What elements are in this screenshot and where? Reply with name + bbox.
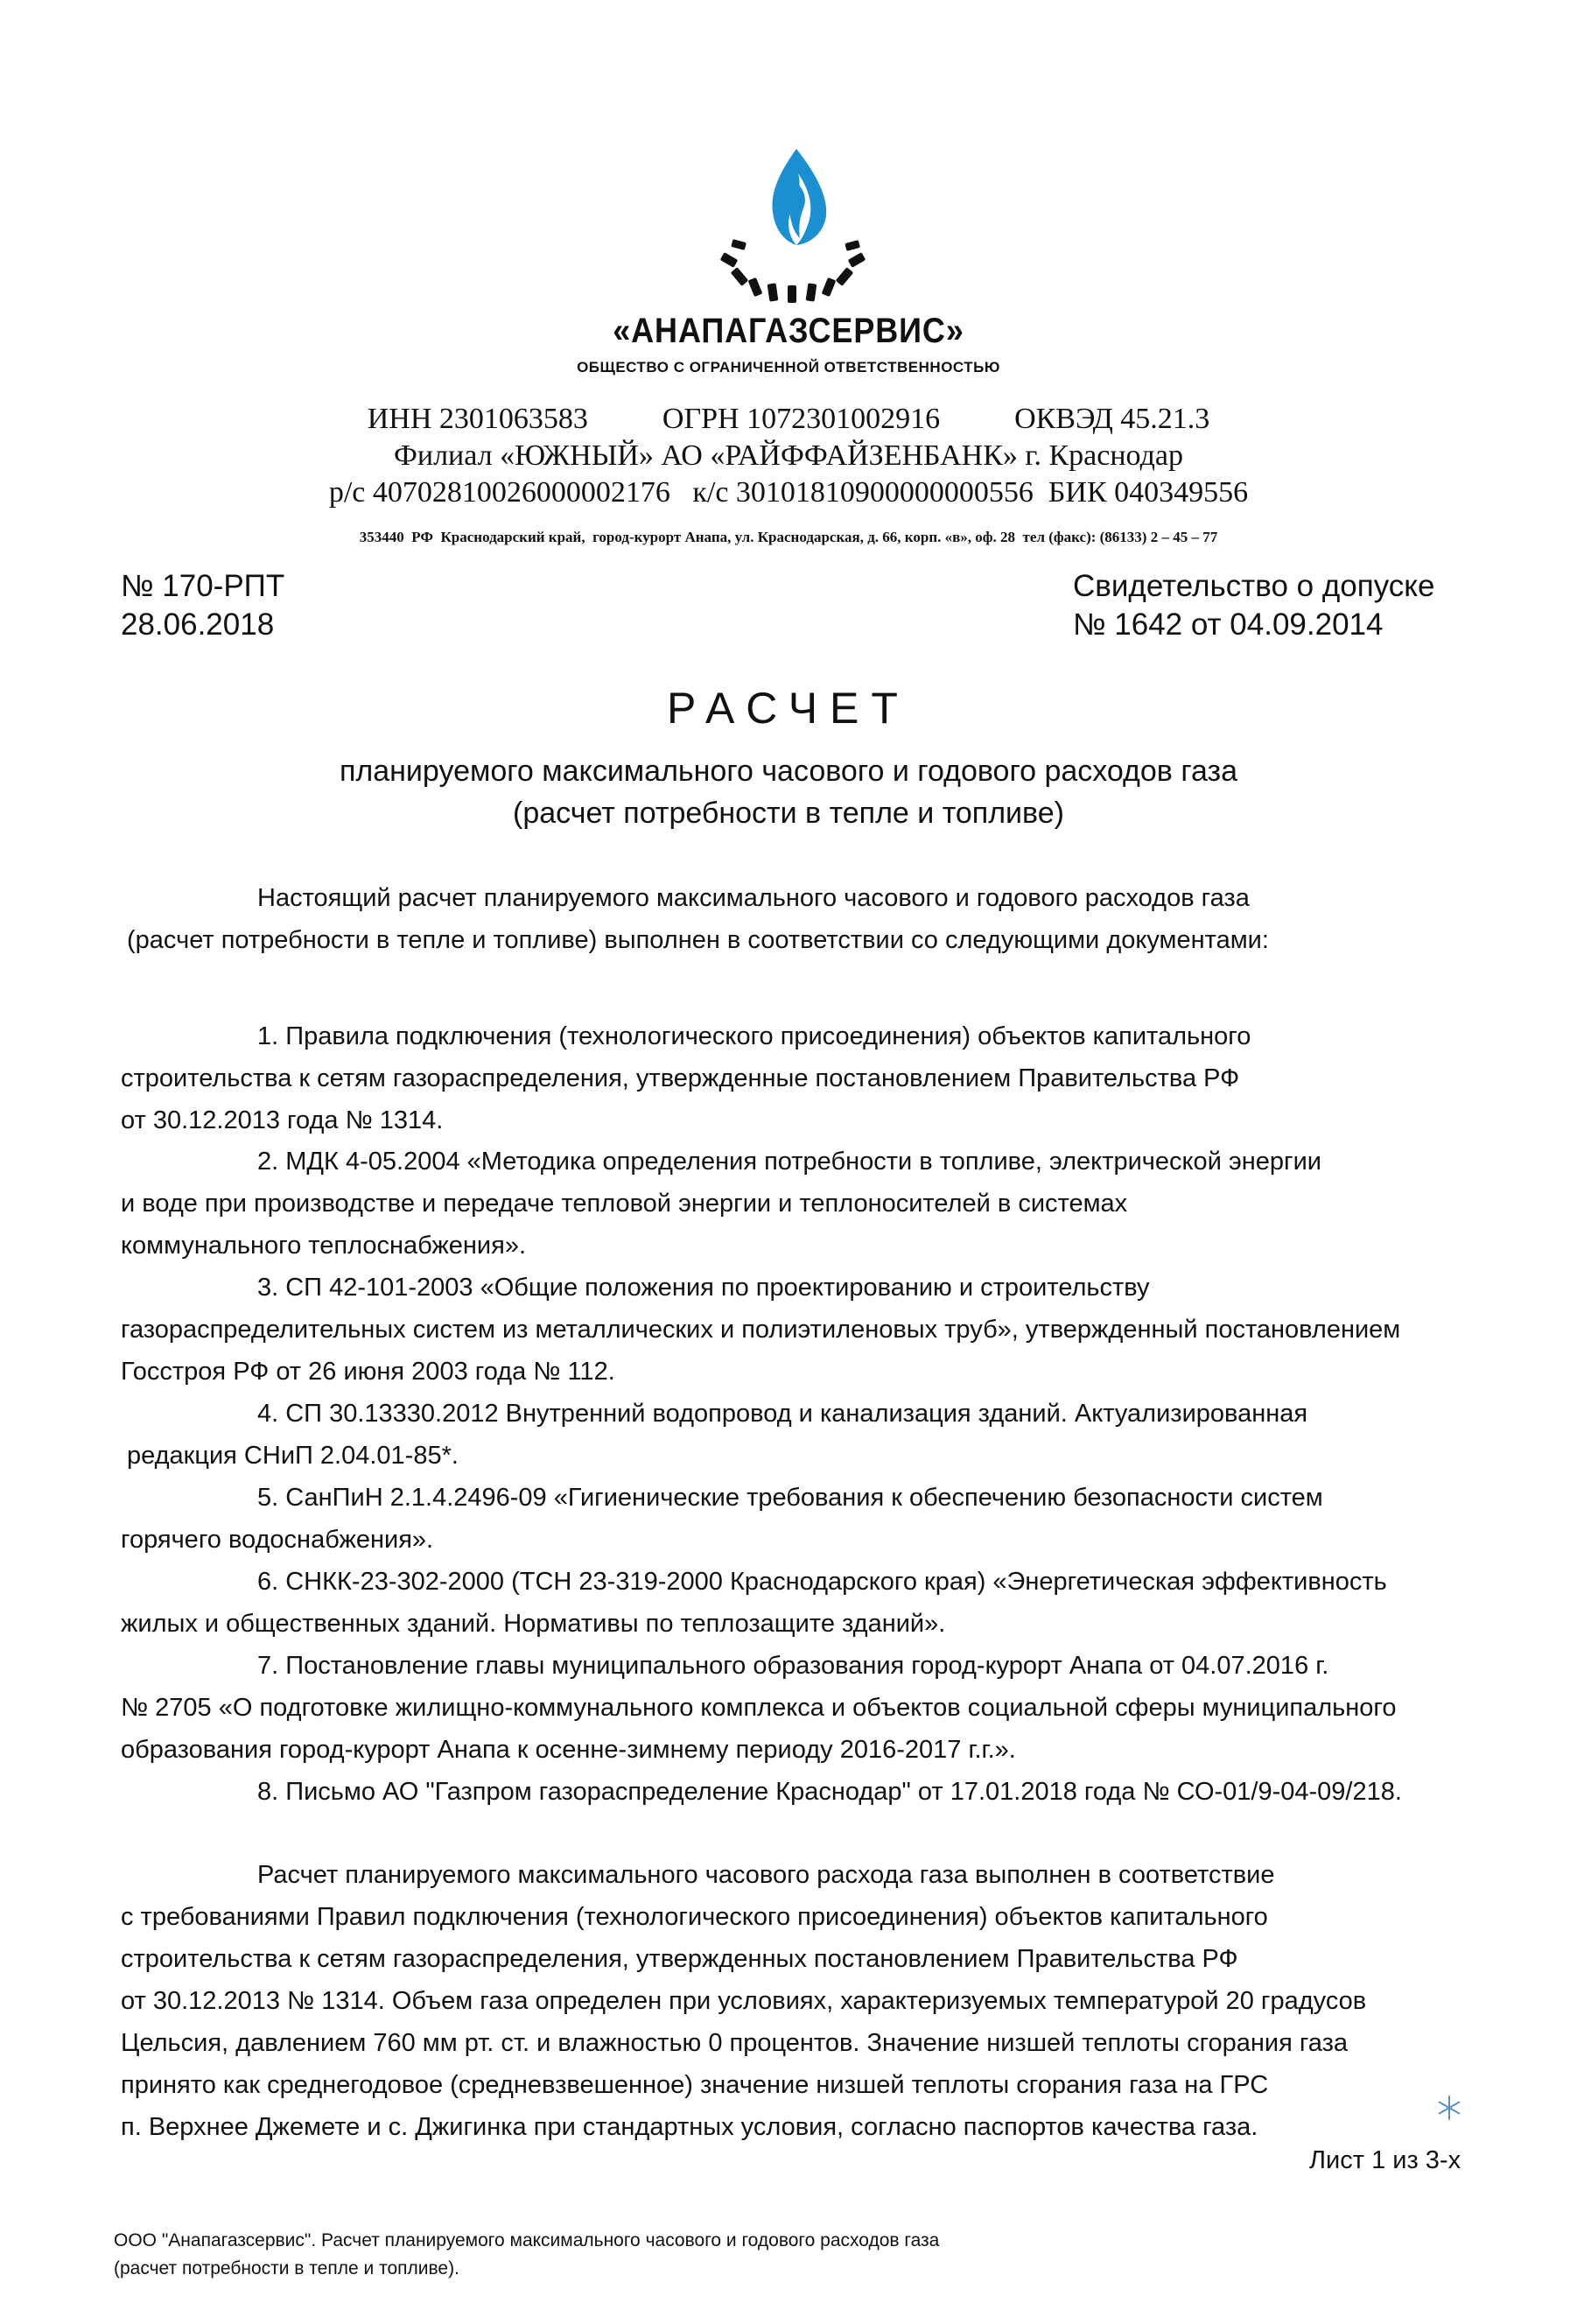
body-line: 4. СП 30.13330.2012 Внутренний водопровод и канализация зданий. Актуализированная xyxy=(257,1400,1308,1428)
body-line: (расчет потребности в тепле и топливе) выполнен в соответствии со следующими документами: xyxy=(127,926,1269,954)
body-line: 8. Письмо АО "Газпром газораспределение Краснодар" от 17.01.2018 года № СО-01/9-04-09/218. xyxy=(257,1778,1402,1806)
body-line: коммунального теплоснабжения». xyxy=(121,1232,527,1260)
certificate-label: Свидетельство о допуске xyxy=(1073,569,1435,603)
document-subtitle-line: (расчет потребности в тепле и топливе) xyxy=(513,797,1064,830)
body-line: от 30.12.2013 года № 1314. xyxy=(121,1106,444,1134)
footer-line: (расчет потребности в тепле и топливе). xyxy=(114,2258,459,2278)
document-number: № 170-РПТ xyxy=(121,569,285,603)
body-line: от 30.12.2013 № 1314. Объем газа определен при условиях, характеризуемых температурой 20 градусов xyxy=(121,1987,1367,2015)
body-line: 7. Постановление главы муниципального образования город-курорт Анапа от 04.07.2016 г. xyxy=(257,1652,1329,1680)
document-date: 28.06.2018 xyxy=(121,607,275,642)
body-line: принято как среднегодовое (средневзвешенное) значение низшей теплоты сгорания газа на ГРС xyxy=(121,2071,1269,2099)
body-line: редакция СНиП 2.04.01-85*. xyxy=(127,1442,459,1470)
body-line: строительства к сетям газораспределения, утвержденные постановлением Правительства РФ xyxy=(121,1064,1240,1092)
body-line: Настоящий расчет планируемого максимального часового и годового расходов газа xyxy=(257,884,1250,912)
page-counter: Лист 1 из 3-х xyxy=(1309,2146,1461,2174)
body-line: 1. Правила подключения (технологического присоединения) объектов капитального xyxy=(257,1022,1251,1050)
body-line: 5. СанПиН 2.1.4.2496-09 «Гигиенические требования к обеспечению безопасности систем xyxy=(257,1484,1323,1512)
body-line: Госстроя РФ от 26 июня 2003 года № 112. xyxy=(121,1358,615,1386)
document-subtitle-line: планируемого максимального часового и годового расходов газа xyxy=(340,755,1237,788)
body-line: п. Верхнее Джемете и с. Джигинка при стандартных условия, согласно паспортов качества газа. xyxy=(121,2113,1258,2141)
body-line: и воде при производстве и передаче тепловой энергии и теплоносителей в системах xyxy=(121,1190,1128,1218)
company-logo xyxy=(718,147,875,305)
body-line: газораспределительных систем из металлических и полиэтиленовых труб», утвержденный постановлением xyxy=(121,1316,1401,1344)
body-line: с требованиями Правил подключения (технологического присоединения) объектов капитального xyxy=(121,1903,1268,1931)
requisites-bank: Филиал «ЮЖНЫЙ» АО «РАЙФФАЙЗЕНБАНК» г. Краснодар xyxy=(394,439,1183,472)
document-title: РАСЧЕТ xyxy=(667,684,910,733)
body-line: 3. СП 42-101-2003 «Общие положения по проектированию и строительству xyxy=(257,1274,1150,1302)
certificate-number: № 1642 от 04.09.2014 xyxy=(1073,607,1384,642)
body-line: горячего водоснабжения». xyxy=(121,1526,434,1554)
body-line: строительства к сетям газораспределения, утвержденных постановлением Правительства РФ xyxy=(121,1945,1238,1973)
body-line: № 2705 «О подготовке жилищно-коммунального комплекса и объектов социальной сферы муниципального xyxy=(121,1694,1397,1722)
company-address: 353440 РФ Краснодарский край, город-курорт Анапа, ул. Краснодарская, д. 66, корп. «в», оф. 28 тел (факс): (86133) 2 – 45 – 77 xyxy=(359,529,1218,545)
body-line: жилых и общественных зданий. Нормативы по теплозащите зданий». xyxy=(121,1610,946,1638)
requisites-inn-ogrn: ИНН 2301063583 ОГРН 1072301002916 ОКВЭД 45.21.3 xyxy=(367,403,1210,435)
company-subtitle: ОБЩЕСТВО С ОГРАНИЧЕННОЙ ОТВЕТСТВЕННОСТЬЮ xyxy=(577,359,1000,376)
body-line: 6. СНКК-23-302-2000 (ТСН 23-319-2000 Краснодарского края) «Энергетическая эффективность xyxy=(257,1568,1387,1596)
footer-line: ООО "Анапагазсервис". Расчет планируемого максимального часового и годового расходов газа xyxy=(114,2230,940,2250)
requisites-accounts: р/с 40702810026000002176 к/с 30101810900000000556 БИК 040349556 xyxy=(328,476,1249,509)
body-line: Цельсия, давлением 760 мм рт. ст. и влажностью 0 процентов. Значение низшей теплоты сгорания газа xyxy=(121,2029,1349,2057)
body-line: 2. МДК 4-05.2004 «Методика определения потребности в топливе, электрической энергии xyxy=(257,1148,1321,1176)
snowflake-icon xyxy=(1435,2094,1463,2122)
company-name: «АНАПАГАЗСЕРВИС» xyxy=(613,312,964,350)
body-line: Расчет планируемого максимального часового расхода газа выполнен в соответствие xyxy=(257,1861,1275,1889)
body-line: образования город-курорт Анапа к осенне-зимнему периоду 2016-2017 г.г.». xyxy=(121,1736,1016,1764)
